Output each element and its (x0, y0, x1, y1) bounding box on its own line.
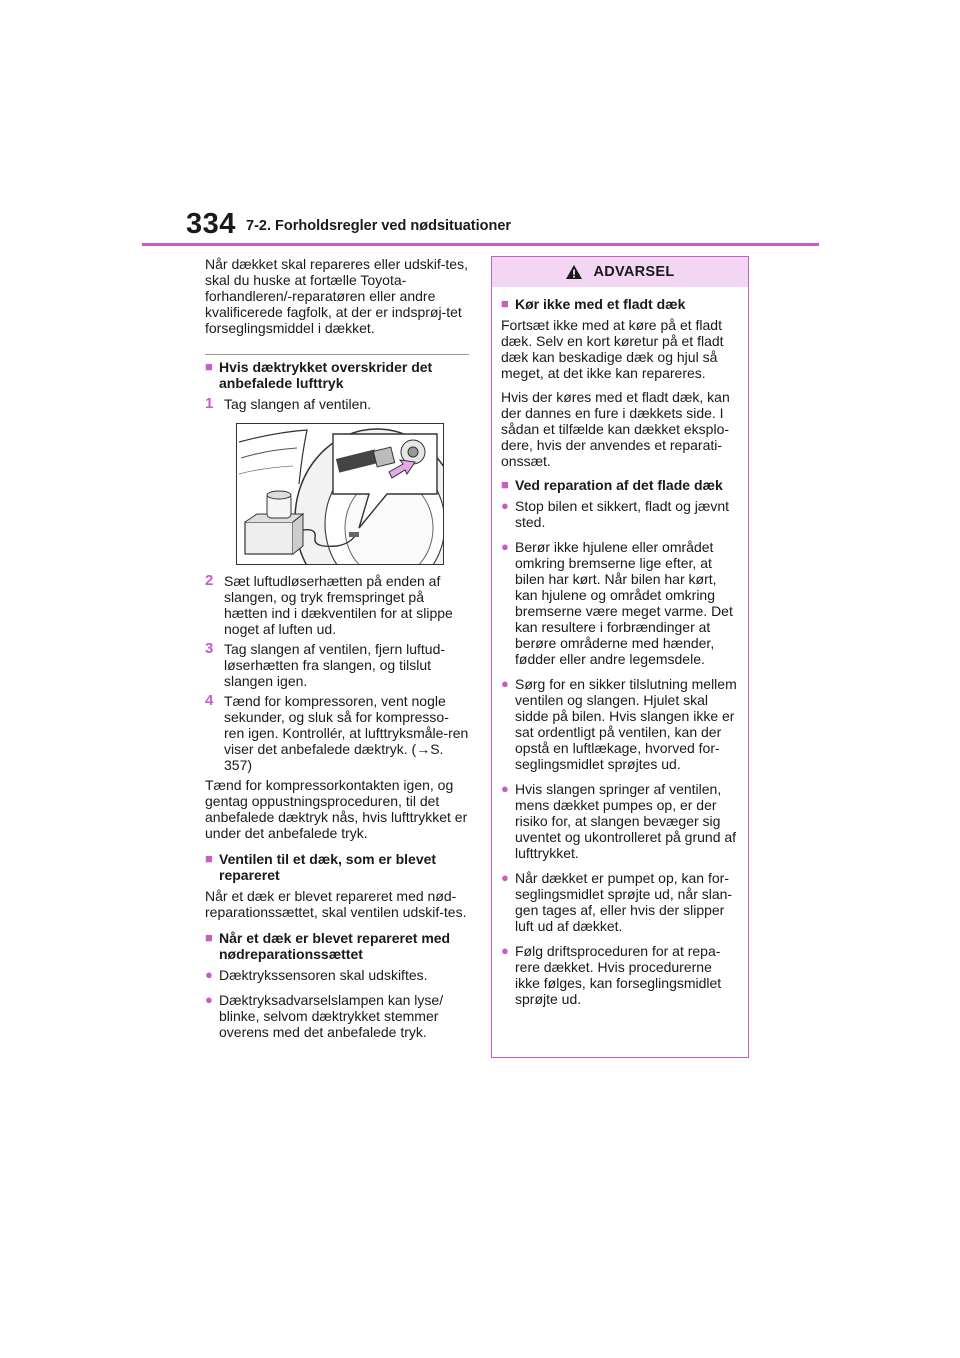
heading-text: Kør ikke med et fladt dæk (515, 296, 686, 312)
heading-text: Ved reparation af det flade dæk (515, 477, 723, 493)
warning-box (491, 256, 749, 1058)
step-text: Tænd for kompressoren, vent nogle sekunder, og sluk så for kompresso-ren igen. Kontrollér, at lufttryksmåle-ren viser det anbefalede dæktryk. (→S. 357) (224, 693, 469, 773)
heading-overpressure (205, 359, 469, 391)
list-item (501, 870, 738, 934)
round-bullet-icon: ● (501, 943, 509, 958)
step-number: 3 (205, 640, 214, 657)
step-number: 4 (205, 692, 214, 709)
list-item-text: Stop bilen et sikkert, fladt og jævnt sted. (515, 498, 729, 530)
warning-body (492, 287, 748, 1007)
intro-paragraph: Når dækket skal repareres eller udskif-tes, skal du huske at fortælle Toyota-forhandleren/-reparatøren eller andre kvalificerede fagfolk, at der er indsprøj-tet forseglingsmiddel i dækket. (205, 256, 468, 336)
round-bullet-icon: ● (501, 498, 509, 513)
square-bullet-icon: ■ (205, 851, 213, 866)
square-bullet-icon: ■ (501, 296, 509, 311)
heading-text: Hvis dæktrykket overskrider det anbefalede lufttryk (219, 359, 433, 391)
square-bullet-icon: ■ (501, 477, 509, 492)
list-item-text: Dæktrykssensoren skal udskiftes. (219, 967, 428, 983)
warning-heading-flat-tire (501, 296, 738, 312)
round-bullet-icon: ● (501, 781, 509, 796)
round-bullet-icon: ● (501, 870, 509, 885)
heading-valve-replace (205, 851, 469, 883)
list-item-text: Dæktryksadvarselslampen kan lyse/ blinke, selvom dæktrykket stemmer overens med det anbefalede tryk. (219, 992, 444, 1040)
step-text: Sæt luftudløserhætten på enden af slangen, og tryk fremspringet på hætten ind i dækventilen for at slippe noget af luften ud. (224, 573, 453, 637)
warning-heading-repair (501, 477, 738, 493)
list-item (501, 781, 738, 861)
step-item (205, 573, 469, 637)
left-column (205, 256, 469, 1049)
step-item (205, 641, 469, 689)
warning-triangle-icon (565, 264, 583, 280)
list-item (501, 943, 738, 1007)
step-number: 2 (205, 572, 214, 589)
heading-text: Når et dæk er blevet repareret med nødreparationssættet (219, 930, 451, 962)
round-bullet-icon: ● (205, 967, 213, 982)
list-item-text: Sørg for en sikker tilslutning mellem ventilen og slangen. Hjulet skal sidde på bilen. Hvis slangen ikke er sat ordentligt på ventilen, kan der opstå en luftlækage, hvorved for-seglingsmidlet sprøjtes ud. (515, 676, 737, 772)
heading-repaired-tire (205, 930, 469, 962)
list-item-text: Følg driftsproceduren for at repa-rere dækket. Hvis procedurerne ikke følges, kan forseglingsmidlet sprøjte ud. (515, 943, 722, 1007)
step-item (205, 396, 469, 412)
paragraph-repeat-inflation: Tænd for kompressorkontakten igen, og gentag oppustningsproceduren, til det anbefalede dæktryk nås, hvis lufttrykket er under det anbefalede tryk. (205, 777, 468, 841)
hose-valve-illustration (236, 423, 444, 565)
step-number: 1 (205, 395, 214, 412)
list-item (501, 676, 738, 772)
list-item-text: Berør ikke hjulene eller området omkring bremserne lige efter, at bilen har kørt. Når bilen har kørt, kan hjulene og området omkring bremserne være meget varme. Det kan resultere i forbrændinger at berøre områderne med hænder, fødder eller andre legemsdele. (515, 539, 733, 667)
square-bullet-icon: ■ (205, 930, 213, 945)
section-divider (205, 354, 469, 355)
round-bullet-icon: ● (501, 676, 509, 691)
list-item-text: Når dækket er pumpet op, kan for-seglingsmidlet sprøjte ud, når slan-gen tages af, eller hvis der slipper luft ud af dækket. (515, 870, 733, 934)
warning-header (492, 257, 748, 287)
page-number: 334 (186, 208, 236, 240)
warning-paragraph: Fortsæt ikke med at køre på et fladt dæk. Selv en kort køretur på et fladt dæk kan beskadige dæk og hjul så meget, at det ikke kan repareres. (501, 317, 724, 381)
list-item (205, 967, 469, 983)
header-divider (142, 243, 819, 246)
square-bullet-icon: ■ (205, 359, 213, 374)
list-item-text: Hvis slangen springer af ventilen, mens dækket pumpes op, er der risiko for, at slangen bevæger sig uventet og ukontrolleret på grund af lufttrykket. (515, 781, 737, 861)
list-item (205, 992, 469, 1040)
round-bullet-icon: ● (205, 992, 213, 1007)
heading-text: Ventilen til et dæk, som er blevet repareret (219, 851, 437, 883)
step-text: Tag slangen af ventilen. (224, 396, 372, 412)
list-item (501, 498, 738, 530)
step-text: Tag slangen af ventilen, fjern luftud-løserhætten fra slangen, og tilslut slangen igen. (224, 641, 446, 689)
step-item (205, 693, 469, 773)
round-bullet-icon: ● (501, 539, 509, 554)
warning-paragraph: Hvis der køres med et fladt dæk, kan der dannes en fure i dækkets side. I sådan et tilfælde kan dækket eksplo-dere, hvis der anvendes et reparati-onssæt. (501, 389, 730, 469)
warning-title: ADVARSEL (593, 264, 675, 280)
tire-hose-diagram (237, 424, 443, 564)
section-title: 7-2. Forholdsregler ved nødsituationer (246, 218, 512, 234)
list-item (501, 539, 738, 667)
paragraph-valve: Når et dæk er blevet repareret med nød-reparationssættet, skal ventilen udskif-tes. (205, 888, 467, 920)
